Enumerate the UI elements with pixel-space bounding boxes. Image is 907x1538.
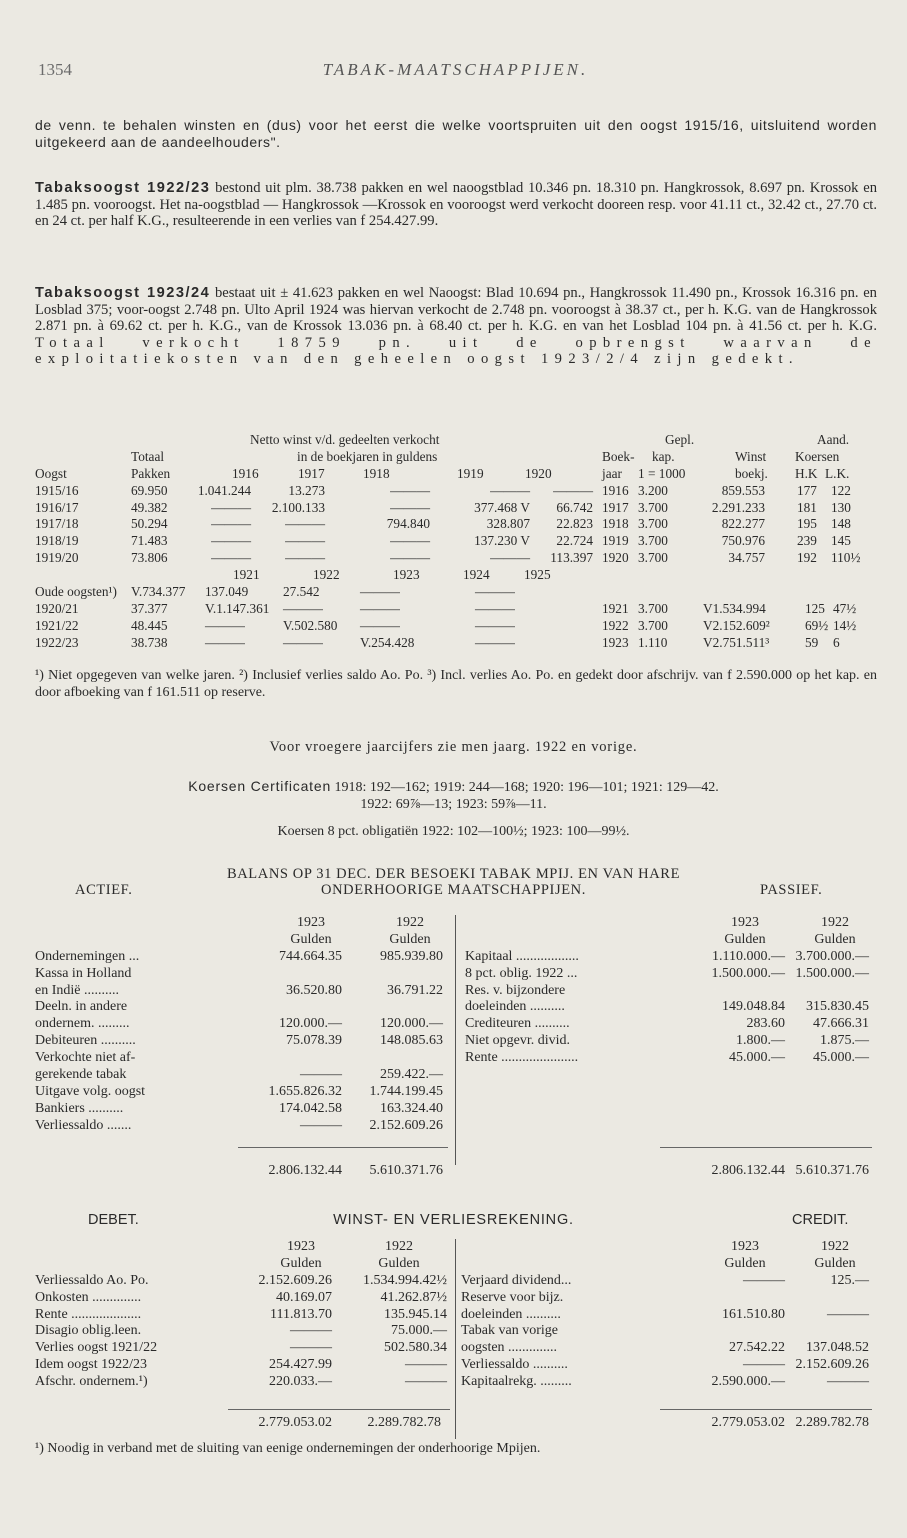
koersen-values-2: 1922: 69⅞—13; 1923: 59⅞—11. <box>360 797 547 812</box>
ledger-value-left-1923: ——— <box>290 1340 332 1356</box>
cell-1923: ——— <box>360 600 400 616</box>
running-title: TABAK-MAATSCHAPPIJEN. <box>322 60 589 79</box>
cell-oogst: 1922/23 <box>35 634 79 650</box>
cell-1919: ——— <box>490 550 530 566</box>
table-header-winst: Winst <box>735 448 767 464</box>
cell-1922: 27.542 <box>283 584 320 600</box>
table-header-hk: H.K <box>795 465 818 481</box>
cell-1917: ——— <box>285 550 325 566</box>
ledger-label-right: Rente ...................... <box>465 1050 579 1066</box>
balans-total-rule <box>238 1147 448 1148</box>
oogst-1922-paragraph <box>35 180 877 230</box>
winst-total-debet-1922: 2.289.782.78 <box>367 1415 441 1430</box>
ledger-value-right-1922: 315.830.45 <box>806 999 869 1015</box>
oogst-1923-heading: Tabaksoogst 1923/24 <box>35 285 211 301</box>
ledger-value-left-1923: ——— <box>300 1117 342 1133</box>
ledger-value-left-1922: ——— <box>405 1357 447 1373</box>
balans-title: BALANS OP 31 DEC. DER BESOEKI TABAK MPIJ. EN VAN HARE <box>226 866 681 882</box>
table-header-row <box>35 449 885 466</box>
ledger-value-right-1922: 125.— <box>830 1272 869 1288</box>
ledger-value-right-1923: 1.110.000.— <box>712 948 785 964</box>
cell-1917: ——— <box>285 516 325 532</box>
cell-1919: 328.807 <box>486 516 530 532</box>
ledger-label-left: ondernem. ......... <box>35 1016 130 1032</box>
ledger-label-left: Uitgave volg. oogst <box>35 1083 146 1099</box>
cell-hk: 69½ <box>805 617 829 633</box>
balans-year-1923-right: 1923 <box>731 915 759 930</box>
table-row <box>35 635 885 652</box>
balans-total-actief-1922: 5.610.371.76 <box>369 1163 443 1178</box>
cell-1922: ——— <box>283 634 323 650</box>
winst-total-rule <box>660 1409 872 1410</box>
cell-1921: ——— <box>205 617 245 633</box>
balans-year-1922: 1922 <box>396 915 424 930</box>
cell-1916: ——— <box>211 499 251 515</box>
cell-1918: ——— <box>390 482 430 498</box>
ledger-value-left-1922: 259.422.— <box>380 1067 443 1083</box>
ledger-value-right-1923: ——— <box>743 1357 785 1373</box>
ledger-value-left-1923: 174.042.58 <box>279 1100 342 1116</box>
cell-kap: 1.110 <box>638 634 668 650</box>
cell-1921: V.1.147.361 <box>205 600 270 616</box>
cell-jaar: 1917 <box>602 499 629 515</box>
cell-lk: 130 <box>831 499 851 515</box>
ledger-value-left-1922: ——— <box>405 1374 447 1390</box>
ledger-value-left-1923: 2.152.609.26 <box>258 1272 332 1288</box>
intro-paragraph: de venn. te behalen winsten en (dus) voor het eerst die welke voortspruiten uit den oogst 1915/16, uitsluitend worden uitgekeerd aan de aandeelhouders". <box>35 117 877 150</box>
balans-unit: Gulden <box>290 931 332 947</box>
cell-oogst: 1916/17 <box>35 499 79 515</box>
balans-total-passief-1923: 2.806.132.44 <box>711 1163 785 1178</box>
cell-1923: ——— <box>360 617 400 633</box>
cell-lk: 6 <box>833 634 840 650</box>
cell-jaar: 1923 <box>602 634 629 650</box>
ledger-value-left-1922: 135.945.14 <box>384 1306 447 1322</box>
ledger-label-right: Crediteuren .......... <box>465 1016 570 1032</box>
ledger-value-left-1923: 1.655.826.32 <box>268 1083 342 1099</box>
ledger-value-right-1923: 149.048.84 <box>722 999 785 1015</box>
winst-year-1923: 1923 <box>287 1239 315 1254</box>
oogst-1922-heading: Tabaksoogst 1922/23 <box>35 180 211 196</box>
cell-pakken: V.734.377 <box>131 584 186 600</box>
ledger-label-left: Verkochte niet af- <box>35 1050 136 1066</box>
cell-winst: V2.152.609² <box>703 617 770 633</box>
cell-1922: V.502.580 <box>283 617 338 633</box>
table-row <box>35 618 885 635</box>
table-row <box>35 584 885 601</box>
winst-total-credit-1922: 2.289.782.78 <box>795 1415 869 1430</box>
cell-1924: ——— <box>475 634 515 650</box>
ledger-value-left-1922: 36.791.22 <box>387 982 443 998</box>
cell-pakken: 73.806 <box>131 550 168 566</box>
winst-title: WINST- EN VERLIESREKENING. <box>333 1212 574 1228</box>
cell-hk: 59 <box>805 634 819 650</box>
cell-pakken: 38.738 <box>131 634 168 650</box>
winst-unit: Gulden <box>280 1255 322 1271</box>
ledger-value-right-1922: 2.152.609.26 <box>795 1357 869 1373</box>
table-header-1925: 1925 <box>524 567 551 583</box>
cell-1916: ——— <box>211 550 251 566</box>
ledger-value-left-1923: 120.000.— <box>279 1016 342 1032</box>
cell-oogst: 1915/16 <box>35 482 79 498</box>
cell-jaar: 1919 <box>602 533 629 549</box>
winst-year-1923-right: 1923 <box>731 1239 759 1254</box>
oogst-1923-text: bestaat uit ± 41.623 pakken en wel Naoogst: Blad 10.694 pn., Hangkrossok 11.490 pn., Krossok 16.316 pn. en Losblad 375; voor-oogst 2.748 pn. Ulto April 1924 was hiervan verkocht de 2.748 pn. vooroogst à 38.37 ct., per h. K.G. van de Hangkrossok 2.871 pn. à 69.62 ct. per h. K.G., van de Krossok 13.036 pn. à 68.40 ct. per h. K.G. en van het Losblad 104 pn. à 41.56 ct. per h. K.G. <box>35 285 877 334</box>
ledger-value-left-1922: 985.939.80 <box>380 948 443 964</box>
ledger-label-right: doeleinden .......... <box>465 999 565 1015</box>
cell-1920: 66.742 <box>556 499 593 515</box>
cell-kap: 3.700 <box>638 516 668 532</box>
ledger-value-left-1922: 502.580.34 <box>384 1340 447 1356</box>
balans-total-actief-1923: 2.806.132.44 <box>268 1163 342 1178</box>
koersen-obligaties: Koersen 8 pct. obligatiën 1922: 102—100½; 1923: 100—99½. <box>277 824 630 839</box>
table-header-oogst: Oogst <box>35 465 67 481</box>
cell-1924: ——— <box>475 600 515 616</box>
cell-1923: ——— <box>360 584 400 600</box>
ledger-value-left-1923: 40.169.07 <box>276 1289 332 1305</box>
cell-1921: 137.049 <box>205 584 249 600</box>
table-header-1921: 1921 <box>233 567 260 583</box>
ledger-label-left: Verliessaldo Ao. Po. <box>35 1272 149 1288</box>
netto-winst-table <box>35 432 885 652</box>
cell-pakken: 69.950 <box>131 482 168 498</box>
table-header-koersen: Koersen <box>795 448 840 464</box>
balans-actief-label: ACTIEF. <box>75 882 133 898</box>
cell-pakken: 71.483 <box>131 533 168 549</box>
cell-1921: ——— <box>205 634 245 650</box>
winst-totals-row <box>35 1415 877 1432</box>
balans-unit: Gulden <box>724 931 766 947</box>
cell-hk: 177 <box>797 482 817 498</box>
cell-jaar: 1918 <box>602 516 629 532</box>
cell-winst: 2.291.233 <box>711 499 765 515</box>
cell-oogst: 1919/20 <box>35 550 79 566</box>
ledger-value-right-1923: 1.500.000.— <box>711 965 785 981</box>
ledger-label-left: Idem oogst 1922/23 <box>35 1357 147 1373</box>
cell-1916: ——— <box>211 516 251 532</box>
ledger-label-right: Kapitaalrekg. ......... <box>461 1374 572 1390</box>
ledger-label-left: Verlies oogst 1921/22 <box>35 1340 158 1356</box>
table-header-1000: 1 = 1000 <box>638 465 686 481</box>
cell-jaar: 1922 <box>602 617 629 633</box>
ledger-value-right-1923: 27.542.22 <box>729 1340 785 1356</box>
cell-1920: 113.397 <box>550 550 593 566</box>
balans-year-1922-right: 1922 <box>821 915 849 930</box>
oogst-1923-spaced-text: Totaal verkocht 18759 pn. uit de opbrengst waarvan de exploitatiekosten van den geheelen oogst 1923/2/4 zijn gedekt. <box>35 334 877 367</box>
ledger-value-left-1922: 163.324.40 <box>380 1100 443 1116</box>
ledger-label-right: 8 pct. oblig. 1922 ... <box>465 965 578 981</box>
table-footnote: ¹) Niet opgegeven van welke jaren. ²) Inclusief verlies saldo Ao. Po. ³) Incl. verlies Ao. Po. en gedekt door afschrijv. van f 2.590.000 op het kap. en door afboeking van f 161.511 op reserve. <box>35 668 877 700</box>
table-row <box>35 516 885 533</box>
table-header-1923: 1923 <box>393 567 420 583</box>
cell-lk: 145 <box>831 533 851 549</box>
table-header-netto: Netto winst v/d. gedeelten verkocht <box>250 432 440 447</box>
winst-total-credit-1923: 2.779.053.02 <box>711 1415 785 1430</box>
cell-winst: 859.553 <box>721 482 765 498</box>
balans-year-1923: 1923 <box>297 915 325 930</box>
ledger-value-left-1922: 148.085.63 <box>380 1033 443 1049</box>
cell-winst: 750.976 <box>721 533 765 549</box>
cell-jaar: 1920 <box>602 550 629 566</box>
ledger-value-left-1922: 1.744.199.45 <box>369 1083 443 1099</box>
ledger-label-left: Debiteuren .......... <box>35 1033 136 1049</box>
ledger-value-left-1923: ——— <box>300 1067 342 1083</box>
cell-1918: 794.840 <box>386 516 430 532</box>
ledger-label-left: Disagio oblig.leen. <box>35 1323 142 1339</box>
cell-pakken: 37.377 <box>131 600 168 616</box>
cell-1919: 377.468 V <box>474 499 530 515</box>
cell-kap: 3.700 <box>638 499 668 515</box>
ledger-label-right: Tabak van vorige <box>461 1323 558 1339</box>
table-header-kap: kap. <box>652 448 675 464</box>
cell-lk: 148 <box>831 516 851 532</box>
cell-oogst: 1917/18 <box>35 516 79 532</box>
cell-pakken: 50.294 <box>131 516 168 532</box>
table-header-1920: 1920 <box>525 465 552 481</box>
ledger-label-right: Verliessaldo .......... <box>461 1357 568 1373</box>
ledger-label-right: Kapitaal .................. <box>465 948 579 964</box>
winst-year-1922: 1922 <box>385 1239 413 1254</box>
cell-1919: 137.230 V <box>474 533 530 549</box>
ledger-label-left: Afschr. ondernem.¹) <box>35 1374 148 1390</box>
ledger-value-right-1923: 45.000.— <box>729 1050 785 1066</box>
cell-kap: 3.200 <box>638 482 668 498</box>
cell-1920: 22.724 <box>556 533 593 549</box>
table-header-row <box>35 567 885 584</box>
cell-winst: V2.751.511³ <box>703 634 770 650</box>
table-header-boek: Boek- <box>602 448 635 464</box>
table-header-boekj: boekj. <box>735 465 768 481</box>
cell-kap: 3.700 <box>638 550 668 566</box>
cell-jaar: 1916 <box>602 482 629 498</box>
table-header-gepl: Gepl. <box>665 432 695 447</box>
winst-unit: Gulden <box>378 1255 420 1271</box>
cell-1920: 22.823 <box>556 516 593 532</box>
cell-1924: ——— <box>475 584 515 600</box>
ledger-label-left: Rente .................... <box>35 1306 142 1322</box>
balans-divider <box>455 915 456 1165</box>
ledger-value-left-1923: 111.813.70 <box>270 1306 332 1322</box>
ledger-label-right: Verjaard dividend... <box>461 1272 572 1288</box>
ledger-value-left-1922: 75.000.— <box>391 1323 447 1339</box>
cell-hk: 195 <box>797 516 817 532</box>
table-header-1916: 1916 <box>232 465 259 481</box>
balans-unit: Gulden <box>814 931 856 947</box>
cell-1922: ——— <box>283 600 323 616</box>
cell-1916: 1.041.244 <box>197 482 251 498</box>
ledger-value-left-1923: 75.078.39 <box>286 1033 342 1049</box>
ledger-value-left-1922: 41.262.87½ <box>380 1289 447 1305</box>
ledger-label-right: oogsten .............. <box>461 1340 558 1356</box>
ledger-value-right-1922: 47.666.31 <box>813 1016 869 1032</box>
table-row <box>35 550 885 567</box>
ledger-label-left: Bankiers .......... <box>35 1100 124 1116</box>
cell-jaar: 1921 <box>602 600 629 616</box>
ledger-label-right: Reserve voor bijz. <box>461 1289 564 1305</box>
balans-total-rule <box>660 1147 872 1148</box>
table-row <box>35 533 885 550</box>
table-header-1922: 1922 <box>313 567 340 583</box>
ledger-value-right-1923: 1.800.— <box>736 1033 785 1049</box>
ledger-label-left: Onkosten .............. <box>35 1289 142 1305</box>
cell-1919: ——— <box>490 482 530 498</box>
balans-totals-row <box>35 1163 877 1180</box>
cell-1917: ——— <box>285 533 325 549</box>
cell-winst: 822.277 <box>721 516 765 532</box>
ledger-label-right: doeleinden .......... <box>461 1306 561 1322</box>
cell-kap: 3.700 <box>638 533 668 549</box>
cell-1916: ——— <box>211 533 251 549</box>
cell-1917: 2.100.133 <box>271 499 325 515</box>
oogst-1923-paragraph <box>35 285 877 368</box>
winst-unit: Gulden <box>814 1255 856 1271</box>
ledger-value-right-1923: ——— <box>743 1272 785 1288</box>
cell-1918: ——— <box>390 550 430 566</box>
cell-winst: 34.757 <box>728 550 765 566</box>
ledger-value-right-1922: 3.700.000.— <box>795 948 869 964</box>
cell-pakken: 49.382 <box>131 499 168 515</box>
balans-subtitle: ONDERHOORIGE MAATSCHAPPIJEN. <box>321 882 586 898</box>
ledger-value-right-1922: 45.000.— <box>813 1050 869 1066</box>
cell-1918: ——— <box>390 499 430 515</box>
ledger-value-left-1922: 120.000.— <box>380 1016 443 1032</box>
ledger-value-right-1922: ——— <box>827 1374 869 1390</box>
ledger-value-right-1923: 283.60 <box>746 1016 785 1032</box>
cell-hk: 239 <box>797 533 817 549</box>
table-header-aand: Aand. <box>817 432 850 447</box>
cell-oogst: Oude oogsten¹) <box>35 584 117 600</box>
ledger-label-left: Ondernemingen ... <box>35 948 140 964</box>
ledger-label-left: en Indië .......... <box>35 982 119 998</box>
cell-oogst: 1920/21 <box>35 600 79 616</box>
ledger-value-right-1922: 1.500.000.— <box>795 965 869 981</box>
ledger-value-left-1922: 1.534.994.42½ <box>363 1272 447 1288</box>
cell-1920: ——— <box>553 482 593 498</box>
cell-1924: ——— <box>475 617 515 633</box>
cell-lk: 14½ <box>833 617 857 633</box>
balans-passief-label: PASSIEF. <box>760 882 823 898</box>
vroegere-jaarcijfers-note: Voor vroegere jaarcijfers zie men jaarg. 1922 en vorige. <box>269 739 638 755</box>
cell-1918: ——— <box>390 533 430 549</box>
winst-year-1922-right: 1922 <box>821 1239 849 1254</box>
winst-total-debet-1923: 2.779.053.02 <box>258 1415 332 1430</box>
ledger-value-right-1922: ——— <box>827 1306 869 1322</box>
table-header-row <box>35 466 885 483</box>
table-header-1918: 1918 <box>363 465 390 481</box>
table-header-1917: 1917 <box>298 465 325 481</box>
table-header-jaar: jaar <box>602 465 622 481</box>
koersen-label: Koersen Certificaten <box>188 778 332 794</box>
cell-1917: 13.273 <box>288 482 325 498</box>
table-header-1924: 1924 <box>463 567 490 583</box>
koersen-line-1 <box>0 778 907 796</box>
ledger-value-right-1923: 2.590.000.— <box>711 1374 785 1390</box>
cell-1923: V.254.428 <box>360 634 415 650</box>
ledger-value-left-1923: 36.520.80 <box>286 982 342 998</box>
table-header-lk: L.K. <box>825 465 850 481</box>
ledger-value-left-1923: 220.033.— <box>269 1374 332 1390</box>
cell-hk: 125 <box>805 600 825 616</box>
table-row <box>35 483 885 500</box>
page-header <box>38 60 873 84</box>
ledger-value-right-1923: 161.510.80 <box>722 1306 785 1322</box>
cell-lk: 122 <box>831 482 851 498</box>
ledger-value-left-1923: 254.427.99 <box>269 1357 332 1373</box>
ledger-value-left-1922: 2.152.609.26 <box>369 1117 443 1133</box>
ledger-value-right-1922: 137.048.52 <box>806 1340 869 1356</box>
winst-footnote: ¹) Noodig in verband met de sluiting van eenige ondernemingen der onderhoorige Mpijen. <box>35 1441 541 1456</box>
ledger-value-left-1923: 744.664.35 <box>279 948 342 964</box>
cell-kap: 3.700 <box>638 600 668 616</box>
table-header-totaal: Totaal <box>131 448 165 464</box>
ledger-label-left: gerekende tabak <box>35 1067 127 1083</box>
cell-hk: 192 <box>797 550 817 566</box>
ledger-label-left: Kassa in Holland <box>35 965 132 981</box>
cell-oogst: 1918/19 <box>35 533 79 549</box>
page-number: 1354 <box>38 60 72 79</box>
winst-divider <box>455 1239 456 1439</box>
table-row <box>35 500 885 517</box>
oogst-1922-text: bestond uit plm. 38.738 pakken en wel naoogstblad 10.346 pn. 18.310 pn. Hangkrossok, 8.697 pn. Krossok en 1.485 pn. vooroogst. Het na-oogstblad — Hangkrossok —Krossok en vooroogst werd verkocht dooreen resp. voor 41.11 ct., 32.42 ct., 27.70 ct. en 24 ct. per half K.G., resulteerende in een verlies van f 254.427.99. <box>35 180 877 229</box>
ledger-value-left-1923: ——— <box>290 1323 332 1339</box>
cell-hk: 181 <box>797 499 817 515</box>
balans-unit: Gulden <box>389 931 431 947</box>
winst-debet-label: DEBET. <box>88 1212 139 1228</box>
ledger-label-left: Deeln. in andere <box>35 999 128 1015</box>
table-row <box>35 601 885 618</box>
winst-credit-label: CREDIT. <box>792 1212 849 1228</box>
balans-total-passief-1922: 5.610.371.76 <box>795 1163 869 1178</box>
table-header-pakken: Pakken <box>131 465 171 481</box>
cell-lk: 110½ <box>831 550 861 566</box>
table-header-boekjaren: in de boekjaren in guldens <box>297 448 438 464</box>
ledger-label-right: Res. v. bijzondere <box>465 982 566 998</box>
cell-oogst: 1921/22 <box>35 617 79 633</box>
winst-unit: Gulden <box>724 1255 766 1271</box>
ledger-label-left: Verliessaldo ....... <box>35 1117 132 1133</box>
cell-pakken: 48.445 <box>131 617 168 633</box>
table-header-1919: 1919 <box>457 465 484 481</box>
koersen-values-1: 1918: 192—162; 1919: 244—168; 1920: 196—101; 1921: 129—42. <box>334 780 719 795</box>
ledger-value-right-1922: 1.875.— <box>820 1033 869 1049</box>
winst-total-rule <box>228 1409 450 1410</box>
cell-winst: V1.534.994 <box>703 600 766 616</box>
ledger-label-right: Niet opgevr. divid. <box>465 1033 570 1049</box>
cell-lk: 47½ <box>833 600 857 616</box>
cell-kap: 3.700 <box>638 617 668 633</box>
table-header-row <box>35 432 885 449</box>
